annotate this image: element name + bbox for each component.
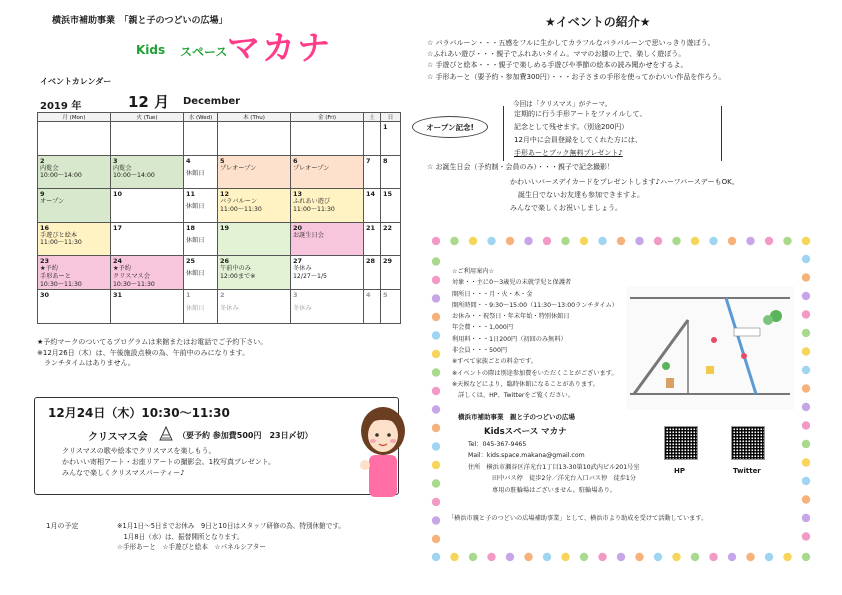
january-line: 1月8日（水）は、振替開所となります。 (117, 532, 244, 541)
christmas-line: みんなで楽しくクリスマスパーティー♪ (62, 468, 185, 477)
frame-dot (487, 237, 495, 245)
day-number: 5 (220, 156, 225, 165)
calendar-day (381, 290, 401, 324)
event-theme-note: 今回は「クリスマス」がテーマ。 (513, 100, 612, 108)
day-number: 17 (113, 223, 123, 232)
contact-parking: 専用の駐輪場はございません。駐輪場あり。 (492, 486, 617, 494)
frame-dot (469, 553, 477, 561)
calendar-month: 12 月 (128, 93, 170, 111)
christmas-date: 12月24日（木）10:30〜11:30 (48, 406, 230, 420)
calendar-day (38, 189, 111, 223)
frame-dot (802, 403, 810, 411)
frame-dot (561, 237, 569, 245)
frame-dot (432, 461, 440, 469)
frame-dot (728, 237, 736, 245)
day-event: お誕生日会 (293, 231, 324, 239)
calendar-week (38, 290, 401, 324)
day-number: 1 (383, 123, 388, 131)
day-number: 7 (366, 156, 371, 165)
christmas-description (62, 446, 275, 479)
guide-line: お休み・・祝祭日・年末年始・特別休館日 (452, 313, 570, 321)
day-event: 冬休み (220, 304, 239, 312)
calendar-day (218, 189, 291, 223)
frame-dot (598, 553, 606, 561)
calendar-day (38, 222, 111, 256)
calendar-day (381, 122, 401, 156)
frame-dot (802, 553, 810, 561)
contact-tel: Tel：045-367-9465 (468, 441, 527, 448)
frame-dot (802, 329, 810, 337)
calendar-month-en: December (183, 96, 241, 107)
guide-line: 開所日・・・月・火・木・金 (452, 290, 533, 298)
frame-dot (617, 237, 625, 245)
frame-dot (672, 237, 680, 245)
calendar-week (38, 222, 401, 256)
frame-dot (802, 310, 810, 318)
calendar-day (218, 155, 291, 189)
birthday-line: 誕生日でないお友達も参加できますよ。 (518, 190, 644, 199)
frame-dot (783, 237, 791, 245)
frame-dot (432, 424, 440, 432)
frame-dot (432, 350, 440, 358)
day-number: 18 (186, 223, 196, 232)
day-number: 1 (186, 291, 191, 300)
calendar-day (364, 290, 381, 324)
contact-info (468, 439, 640, 496)
calendar-day (184, 222, 218, 256)
day-number: 27 (293, 257, 303, 265)
guide-line: ☆ご利用案内☆ (452, 268, 495, 275)
day-event: オープン (40, 198, 65, 206)
calendar-day (291, 290, 364, 324)
day-number: 2 (220, 291, 225, 300)
frame-dot (802, 421, 810, 429)
calendar-notes (37, 337, 407, 369)
calendar-day (111, 122, 184, 156)
guide-line: ※すべて家族ごとの料金です。 (452, 358, 538, 366)
day-number: 22 (383, 223, 393, 232)
calendar-day (291, 256, 364, 290)
frame-dot (432, 535, 440, 543)
calendar-week (38, 122, 401, 156)
frame-dot (802, 273, 810, 281)
guide-line: ※天候などにより、臨時休館になることがあります。 (452, 380, 599, 388)
calendar-day (364, 155, 381, 189)
frame-dot (432, 313, 440, 321)
weekday-sat: 土 (364, 113, 381, 122)
calendar-week (38, 256, 401, 290)
frame-dot (802, 366, 810, 374)
frame-dot (487, 553, 495, 561)
calendar-day (364, 222, 381, 256)
frame-dot (432, 516, 440, 524)
frame-dot (432, 387, 440, 395)
day-number: 2 (40, 156, 45, 165)
frame-dot (746, 553, 754, 561)
day-number: 13 (293, 190, 303, 198)
frame-dot (765, 237, 773, 245)
january-label: 1月の予定 (46, 522, 79, 530)
day-number: 12 (220, 190, 230, 198)
day-event: プレオープン (293, 164, 330, 172)
day-number: 10 (113, 190, 123, 198)
logo-makana-text: マカナ (227, 28, 332, 67)
event-calendar (37, 112, 401, 324)
frame-dot (432, 479, 440, 487)
facility-name: Kidsスペース マカナ (484, 427, 567, 437)
frame-dot (524, 553, 532, 561)
day-event: 午前中のみ 12:00まで※ (220, 265, 256, 280)
day-number: 20 (293, 223, 303, 232)
frame-dot (765, 553, 773, 561)
birthday-line: かわいいバースデイカードをプレゼントします♪ハーフバースデーもOK。 (510, 178, 739, 186)
weekday-sun: 日 (381, 113, 401, 122)
guide-line: 詳しくは、HP、Twitterをご覧ください。 (452, 392, 574, 400)
day-number: 15 (383, 190, 393, 198)
events-list (427, 38, 827, 83)
frame-dot (709, 553, 717, 561)
day-number: 19 (220, 223, 230, 232)
open-commemoration-bubble: オープン記念! (412, 116, 488, 138)
frame-dot (432, 294, 440, 302)
day-event: ★予約 手形あーと 10:30〜11:30 (40, 265, 82, 288)
twitter-qr-code[interactable] (731, 426, 765, 460)
frame-dot (802, 477, 810, 485)
weekday-wed: 水 (Wed) (184, 113, 218, 122)
contact-access: 田中バス停 徒歩2分／洋光台入口バス停 徒歩1分 (492, 475, 636, 483)
day-event: 内覧会 10:00〜14:00 (40, 164, 82, 180)
logo-kids-text: Kids (136, 43, 166, 57)
day-number: 5 (383, 291, 388, 300)
frame-dot (691, 237, 699, 245)
day-event: ★予約 クリスマス会 10:30〜11:30 (113, 265, 155, 288)
note-line: ※12月26日（木）は、午後施設点検の為、午前中のみになります。 (37, 348, 250, 357)
frame-dot (524, 237, 532, 245)
day-number: 25 (186, 257, 196, 265)
frame-dot (783, 553, 791, 561)
calendar-day (111, 256, 184, 290)
open-line: 12月中に会員登録をしてくれた方には、 (514, 135, 642, 144)
calendar-day (111, 222, 184, 256)
frame-dot (432, 498, 440, 506)
january-line: ☆手形あーと ☆手遊びと絵本 ☆パネルシアター (117, 543, 266, 552)
contact-address: 住所 横浜市瀬谷区洋光台1丁目13-30第10武内ビル201号室 (468, 463, 640, 471)
hp-label: HP (674, 467, 685, 475)
calendar-day (218, 256, 291, 290)
frame-dot (432, 368, 440, 376)
note-line: ★予約マークのついてるプログラムは来館またはお電話でご予約下さい。 (37, 338, 268, 346)
frame-dot (691, 553, 699, 561)
frame-dot (802, 458, 810, 466)
day-number: 3 (293, 291, 298, 300)
frame-dot (802, 440, 810, 448)
christmas-title: クリスマス会 (88, 432, 148, 443)
calendar-week (38, 189, 401, 223)
birthday-event: ☆ お誕生日会（予約制・会員のみ）・・・親子で記念撮影！ (427, 163, 614, 171)
frame-dot (802, 532, 810, 540)
frame-dot (432, 257, 440, 265)
day-number: 29 (383, 257, 393, 265)
calendar-day (111, 189, 184, 223)
facility-org: 横浜市補助事業 親と子のつどいの広場 (458, 413, 575, 421)
frame-dot (635, 237, 643, 245)
event-item: ☆ バラバルーン・・・五感をフルに生かしてカラフルなバラバルーンで思いっきり遊ぼう。 (427, 39, 715, 47)
frame-dot (543, 553, 551, 561)
weekday-thu: 木 (Thu) (218, 113, 291, 122)
day-number: 8 (383, 156, 388, 165)
calendar-day (218, 222, 291, 256)
christmas-line: クリスマスの歌や絵本でクリスマスを楽しもう。 (62, 447, 216, 455)
guide-line: 開所時間・・9:30〜15:00（11:30〜13:00ランチタイム） (452, 301, 618, 309)
day-number: 21 (366, 223, 376, 232)
frame-dot (450, 553, 458, 561)
day-event: 手遊びと絵本 11:00〜11:30 (40, 231, 82, 247)
calendar-day (291, 122, 364, 156)
january-schedule (117, 521, 345, 553)
calendar-day (184, 189, 218, 223)
calendar-day (38, 256, 111, 290)
contact-mail: Mail：kids.space.makana@gmail.com (468, 452, 585, 460)
calendar-day (381, 256, 401, 290)
christmas-tree-icon (158, 426, 174, 442)
frame-dot (432, 237, 440, 245)
frame-dot (672, 553, 680, 561)
open-bonus-text (514, 108, 647, 160)
calendar-day (38, 122, 111, 156)
day-number: 23 (40, 257, 50, 265)
frame-dot (450, 237, 458, 245)
day-number: 28 (366, 257, 376, 265)
calendar-day (381, 155, 401, 189)
frame-dot (432, 553, 440, 561)
calendar-day (291, 155, 364, 189)
open-line: 記念として残せます。（別途200円） (514, 122, 629, 131)
calendar-day (291, 189, 364, 223)
calendar-day (218, 122, 291, 156)
frame-dot (802, 347, 810, 355)
calendar-day (184, 256, 218, 290)
frame-dot (580, 237, 588, 245)
day-number: 11 (186, 190, 196, 198)
calendar-day (364, 122, 381, 156)
events-title: ★イベントの紹介★ (545, 15, 651, 29)
calendar-title: イベントカレンダー (40, 77, 112, 86)
day-number: 14 (366, 190, 376, 198)
frame-dot (506, 553, 514, 561)
frame-dot (728, 553, 736, 561)
frame-dot (709, 237, 717, 245)
frame-dot (654, 553, 662, 561)
day-event: プレオープン (220, 164, 257, 172)
frame-dot (432, 442, 440, 450)
frame-dot (802, 384, 810, 392)
christmas-line: かわいい寄相アート・お座リアートの撮影会。1枚写真プレゼント。 (62, 457, 276, 466)
guide-line: 年会費・・・1,000円 (452, 324, 514, 332)
calendar-day (184, 155, 218, 189)
calendar-day (184, 290, 218, 324)
calendar-day (111, 155, 184, 189)
frame-dot (432, 405, 440, 413)
guide-line: 対象・・主に0〜3歳児の未就学児と保護者 (452, 279, 572, 287)
day-event: 休館日 (186, 203, 205, 211)
birthday-line: みんなで楽しくお祝いしましょう。 (510, 203, 622, 212)
frame-dot (654, 237, 662, 245)
birthday-description (510, 176, 739, 215)
frame-dot (543, 237, 551, 245)
open-line: 手形あーとブック無料プレゼント♪ (514, 148, 623, 157)
weekday-mon: 月 (Mon) (38, 113, 111, 122)
usage-guide (452, 266, 618, 401)
calendar-day (364, 256, 381, 290)
calendar-day (111, 290, 184, 324)
frame-dot (506, 237, 514, 245)
note-line: ランチタイムはありません。 (37, 359, 135, 367)
frame-dot (580, 553, 588, 561)
day-event: 冬休み (293, 304, 312, 312)
frame-dot (802, 255, 810, 263)
calendar-day (184, 122, 218, 156)
day-number: 4 (186, 156, 191, 165)
frame-dot (598, 237, 606, 245)
day-event: 内覧会 10:00〜14:00 (113, 164, 155, 180)
calendar-day (38, 155, 111, 189)
frame-dot (432, 276, 440, 284)
day-number: 4 (366, 291, 371, 300)
calendar-year: 2019 年 (40, 101, 82, 112)
day-event: 休館日 (186, 169, 205, 177)
day-number: 16 (40, 223, 50, 232)
access-map (626, 286, 794, 410)
weekday-tue: 火 (Tue) (111, 113, 184, 122)
guide-line: 利用料・・・1日200円（初回のみ無料） (452, 335, 567, 343)
frame-dot (635, 553, 643, 561)
day-event: ふれあい遊び 11:00〜11:30 (293, 198, 335, 213)
guide-line: ※イベントの際は別途参加費をいただくことがございます。 (452, 369, 618, 377)
guide-line: 非会員・・・500円 (452, 346, 508, 354)
event-item: ☆ 手遊びと絵本・・・親子で楽しめる手遊びや季節の絵本の読み聞かせをするよ。 (427, 61, 688, 70)
logo-space-text: スペース (180, 45, 228, 59)
calendar-day (218, 290, 291, 324)
frame-dot (561, 553, 569, 561)
event-item: ☆ 手形あーと（要予約・参加費300円）・・・お子さまの手形を使ってかわいい作品を作ろう。 (427, 72, 726, 81)
day-number: 3 (113, 156, 118, 165)
calendar-day (381, 222, 401, 256)
day-number: 31 (113, 291, 123, 300)
january-line: ※1月1日〜5日までお休み 9日と10日はスタッフ研修の為、特別休館です。 (117, 522, 345, 530)
calendar-day (38, 290, 111, 324)
calendar-week (38, 155, 401, 189)
frame-dot (469, 237, 477, 245)
day-event: 休館日 (186, 270, 205, 278)
open-line: 定期的に行う手形アートをファイルして、 (514, 110, 647, 118)
day-event: 休館日 (186, 304, 205, 312)
calendar-day (381, 189, 401, 223)
day-event: バラバルーン 11:00〜11:30 (220, 198, 262, 213)
frame-dot (617, 553, 625, 561)
hp-qr-code[interactable] (664, 426, 698, 460)
day-event: 冬休み 12/27〜1/5 (293, 265, 327, 280)
christmas-conditions: （要予約 参加費500円 23日〆切） (178, 431, 313, 440)
frame-dot (802, 237, 810, 245)
calendar-day (364, 189, 381, 223)
day-number: 9 (40, 190, 45, 198)
day-event: 休館日 (186, 236, 205, 244)
frame-dot (746, 237, 754, 245)
frame-dot (432, 331, 440, 339)
calendar-day (291, 222, 364, 256)
frame-dot (802, 495, 810, 503)
girl-illustration (355, 405, 407, 497)
subsidy-notice: 「横浜市親と子のつどいの広場補助事業」として、横浜市より助成を受けて活動しています。 (448, 515, 708, 522)
twitter-label: Twitter (733, 467, 761, 475)
day-number: 24 (113, 257, 123, 265)
frame-dot (802, 292, 810, 300)
day-number: 6 (293, 156, 298, 165)
day-number: 26 (220, 257, 230, 265)
event-item: ☆ふれあい遊び・・・親子でふれあいタイム。ママのお膝の上で、楽しく遊ぼう。 (427, 50, 686, 59)
day-number: 30 (40, 291, 50, 300)
organization-header: 横浜市補助事業 「親と子のつどいの広場」 (52, 16, 228, 26)
weekday-fri: 金 (Fri) (291, 113, 364, 122)
